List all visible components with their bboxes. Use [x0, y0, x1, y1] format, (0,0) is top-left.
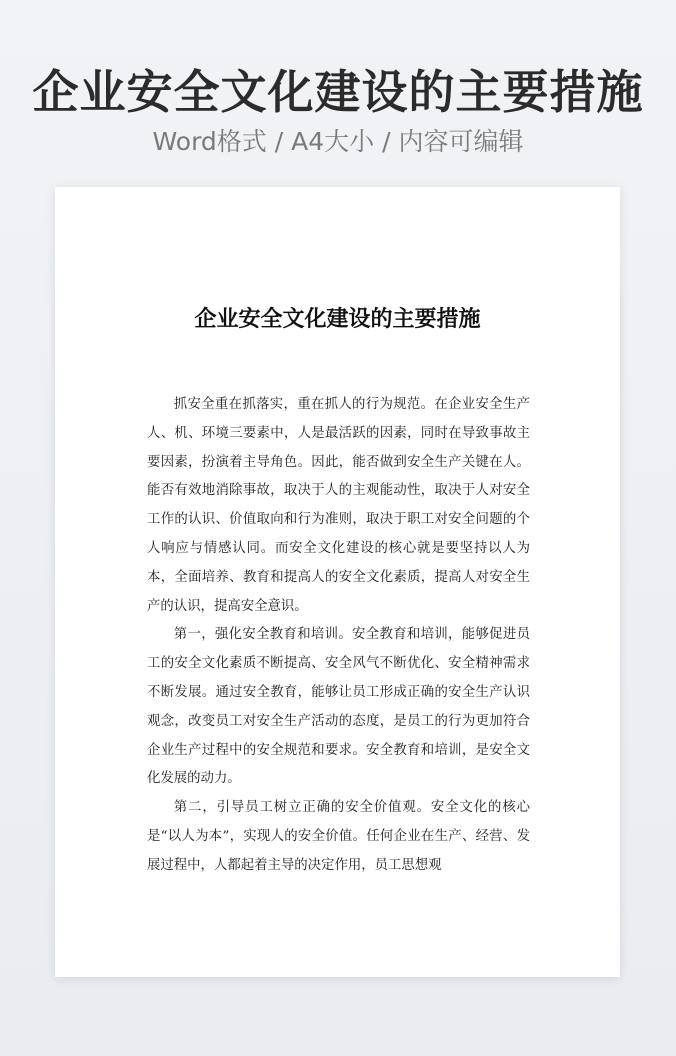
- page-header: [0, 62, 676, 160]
- paragraph: 第一，强化安全教育和培训。安全教育和培训，能够促进员工的安全文化素质不断提高、安全风气不断优化、安全精神需求不断发展。通过安全教育，能够让员工形成正确的安全生产认识观念，改变员工对安全生产活动的态度，是员工的行为更加符合企业生产过程中的安全规范和要求。安全教育和培训，是安全文化发展的动力。: [147, 627, 530, 787]
- paragraph: 第二，引导员工树立正确的安全价值观。安全文化的核心是“以人为本”，实现人的安全价值。任何企业在生产、经营、发展过程中，人都起着主导的决定作用，员工思想观: [147, 800, 530, 873]
- document-page: [55, 187, 620, 977]
- document-title: 企业安全文化建设的主要措施: [194, 307, 481, 332]
- paragraph: 抓安全重在抓落实，重在抓人的行为规范。在企业安全生产人、机、环境三要素中，人是最活跃的因素，同时在导致事故主要因素，扮演着主导角色。因此，能否做到安全生产关键在人。能否有效地消除事故，取决于人的主观能动性，取决于人对安全工作的认识、价值取向和行为准则，取决于职工对安全问题的个人响应与情感认同。而安全文化建设的核心就是要坚持以人为本，全面培养、教育和提高人的安全文化素质，提高人对安全生产的认识，提高安全意识。: [147, 397, 530, 614]
- document-body: [147, 391, 530, 881]
- banner-subtitle: Word格式 / A4大小 / 内容可编辑: [152, 127, 524, 156]
- banner-title: 企业安全文化建设的主要措施: [32, 65, 644, 119]
